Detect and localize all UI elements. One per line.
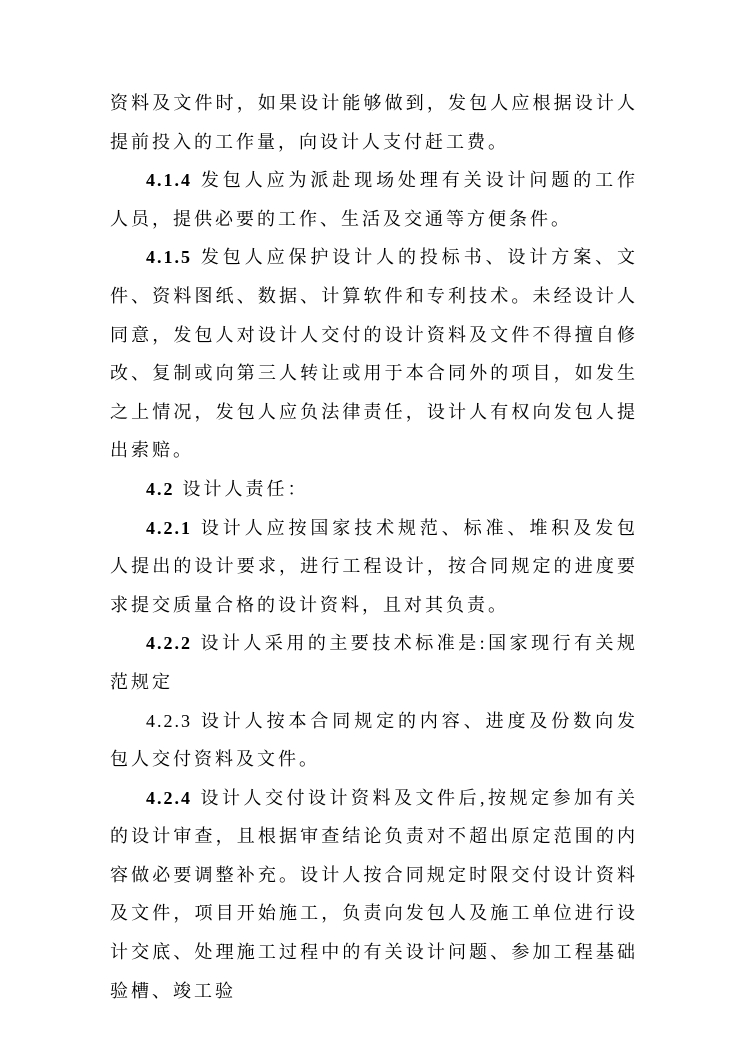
paragraph-text: 发包人应为派赴现场处理有关设计问题的工作人员，提供必要的工作、生活及交通等方便条件。	[110, 170, 638, 229]
section-number: 4.2.3	[146, 710, 192, 731]
paragraph	[110, 624, 638, 701]
section-number: 4.2.2	[146, 633, 192, 654]
paragraph	[110, 238, 638, 470]
section-number: 4.2.1	[146, 517, 192, 538]
section-number: 4.1.5	[146, 247, 192, 268]
paragraph-text: 设计人交付设计资料及文件后,按规定参加有关的设计审查，且根据审查结论负责对不超出原定范围的内容做必要调整补充。设计人按合同规定时限交付设计资料及文件，项目开始施工，负责向发包人及施工单位进行设计交底、处理施工过程中的有关设计问题、参加工程基础验槽、竣工验	[110, 787, 638, 1001]
paragraph-text: 设计人应按国家技术规范、标准、堆积及发包人提出的设计要求，进行工程设计，按合同规定的进度要求提交质量合格的设计资料，且对其负责。	[110, 517, 638, 615]
section-number: 4.2	[146, 478, 175, 499]
paragraph-text: 设计人责任：	[182, 478, 309, 499]
paragraph	[110, 470, 638, 509]
paragraph	[110, 161, 638, 238]
paragraph	[110, 779, 638, 1011]
section-number: 4.1.4	[146, 170, 192, 191]
paragraph-text: 资料及文件时，如果设计能够做到，发包人应根据设计人提前投入的工作量，向设计人支付赶工费。	[110, 93, 638, 152]
paragraph	[110, 84, 638, 161]
section-number: 4.2.4	[146, 787, 192, 808]
paragraph	[110, 702, 638, 779]
paragraph-text: 设计人按本合同规定的内容、进度及份数向发包人交付资料及文件。	[110, 710, 638, 770]
paragraph	[110, 509, 638, 625]
paragraph-text: 设计人采用的主要技术标准是:国家现行有关规范规定	[110, 633, 638, 692]
paragraph-text: 发包人应保护设计人的投标书、设计方案、文件、资料图纸、数据、计算软件和专利技术。未经设计人同意，发包人对设计人交付的设计资料及文件不得擅自修改、复制或向第三人转让或用于本合同外的项目，如发生之上情况，发包人应负法律责任，设计人有权向发包人提出索赔。	[110, 247, 638, 461]
